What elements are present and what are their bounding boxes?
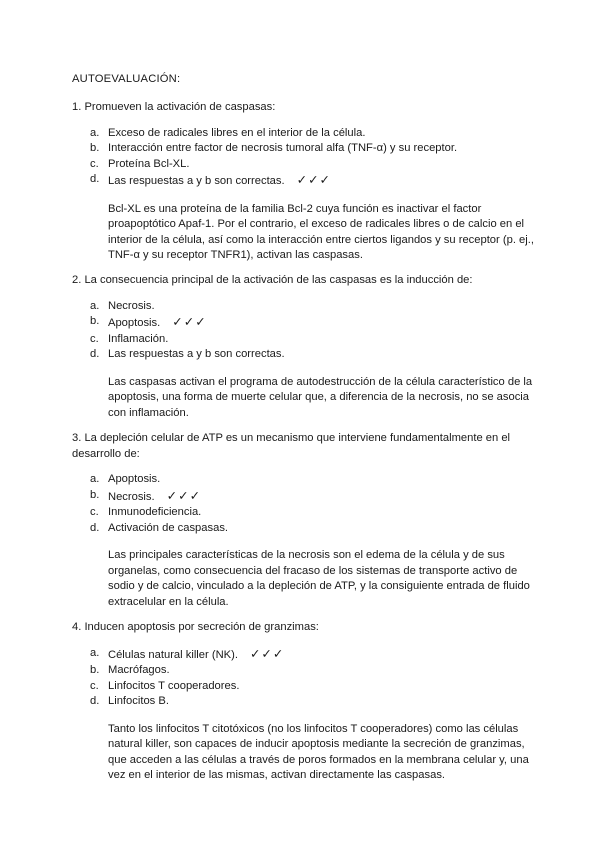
option-b: b. Apoptosis. ✓✓✓ xyxy=(90,314,207,329)
option-d: d. Activación de caspasas. xyxy=(90,521,229,534)
explanation: Las principales características de la necrosis son el edema de la célula y de sus organelas, como consecuencia del fracaso de los sistemas de transporte activo de sodio y de calcio, vinculado a la depleción de ATP, y la consiguiente entrada de fluido extracelular en la célula. xyxy=(108,549,530,608)
option-a: a. Apoptosis. xyxy=(90,473,161,485)
option-list xyxy=(72,472,532,536)
option-b: b. Macrófagos. xyxy=(90,664,170,676)
option-c: c. Proteína Bcl-XL. xyxy=(90,157,190,170)
correct-check-icon: ✓✓✓ xyxy=(172,314,207,329)
option-a: a. Células natural killer (NK). ✓✓✓ xyxy=(90,645,285,661)
question-3 xyxy=(72,431,532,610)
question-1 xyxy=(72,100,532,264)
page-title: AUTOEVALUACIÓN: xyxy=(72,73,181,85)
option-b: b. Interacción entre factor de necrosis tumoral alfa (TNF-α) y su receptor. xyxy=(90,142,458,154)
question-2 xyxy=(72,273,532,421)
option-c: c. Linfocitos T cooperadores. xyxy=(90,679,240,692)
explanation: Bcl-XL es una proteína de la familia Bcl-2 cuya función es inactivar el factor proapoptótico Apaf-1. Por el contrario, el exceso de radicales libres o de calcio en el interior de la célula, así como la interacción entre ciertos ligandos y su receptor (p. ej., TNF-α y su receptor TNFR1), activan las caspasas. xyxy=(108,202,534,261)
option-list xyxy=(72,646,532,710)
question-4 xyxy=(72,620,532,784)
option-a: a. Necrosis. xyxy=(90,299,155,312)
option-d: d. Linfocitos B. xyxy=(90,695,169,707)
option-a: a. Exceso de radicales libres en el interior de la célula. xyxy=(90,126,366,139)
question-text: 3. La depleción celular de ATP es un mecanismo que interviene fundamentalmente en el desarrollo de: xyxy=(72,432,511,460)
question-text: 1. Promueven la activación de caspasas: xyxy=(72,101,276,113)
option-c: c. Inmunodeficiencia. xyxy=(90,506,202,518)
option-d: d. Las respuestas a y b son correctas. xyxy=(90,348,285,360)
explanation: Las caspasas activan el programa de autodestrucción de la célula característico de la apoptosis, una forma de muerte celular que, a diferencia de la necrosis, no se asocia con inflamación. xyxy=(108,375,533,419)
option-list xyxy=(72,126,532,190)
correct-check-icon: ✓✓✓ xyxy=(249,645,285,661)
question-text: 2. La consecuencia principal de la activación de las caspasas es la inducción de: xyxy=(72,274,473,286)
option-c: c. Inflamación. xyxy=(90,332,169,345)
correct-check-icon: ✓✓✓ xyxy=(296,172,332,187)
explanation: Tanto los linfocitos T citotóxicos (no los linfocitos T cooperadores) como las células natural killer, son capaces de inducir apoptosis mediante la secreción de granzimas, que acceden a las células a través de poros formados en la membrana celular y, una vez en el interior de las mismas, activan directamente las caspasas. xyxy=(108,722,529,781)
option-d: d. Las respuestas a y b son correctas. ✓✓✓ xyxy=(90,172,332,187)
option-list xyxy=(72,299,532,363)
correct-check-icon: ✓✓✓ xyxy=(166,487,202,503)
option-b: b. Necrosis. ✓✓✓ xyxy=(90,487,202,503)
question-text: 4. Inducen apoptosis por secreción de granzimas: xyxy=(72,621,319,633)
